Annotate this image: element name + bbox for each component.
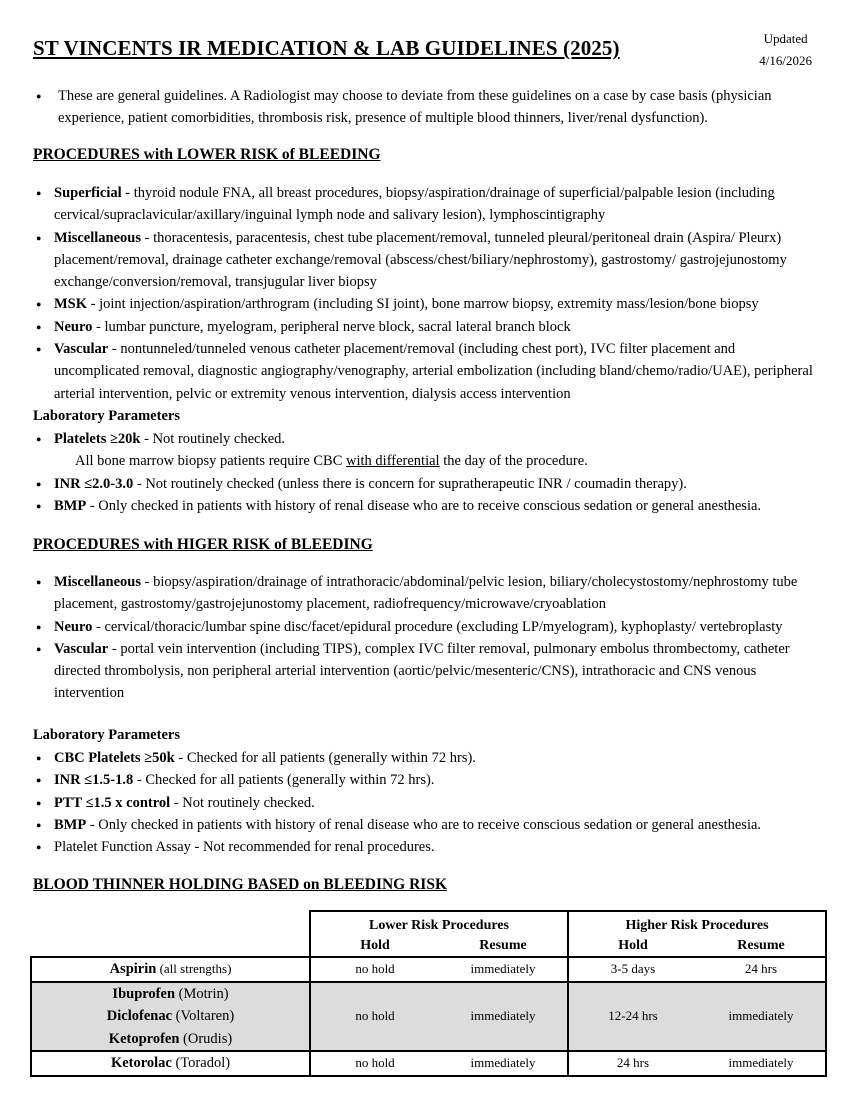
higher-lab-list bbox=[33, 747, 823, 858]
low-resume-cell: immediately bbox=[439, 957, 568, 982]
list-item: ● Miscellaneous - biopsy/aspiration/drainage of intrathoracic/abdominal/pelvic lesion, biliary/cholecystostomy/nephrostomy tube placement, gastrostomy/gastrojejunostomy placement, radiofrequency/microwave/cryoablation bbox=[33, 571, 823, 616]
lower-lab-list bbox=[33, 428, 823, 517]
high-resume-cell: immediately bbox=[697, 1051, 826, 1076]
intro-text: ● These are general guidelines. A Radiologist may choose to deviate from these guidelines on a case by case basis (physician experience, patient comorbidities, thrombosis risk, presence of multiple blood thinners, liver/renal dysfunction). bbox=[33, 85, 823, 130]
page-title: ST VINCENTS IR MEDICATION & LAB GUIDELINES (2025) bbox=[33, 36, 620, 60]
list-item: ● INR ≤1.5-1.8 - Checked for all patients (generally within 72 hrs). bbox=[33, 769, 823, 791]
blood-thinner-table bbox=[30, 910, 827, 1077]
list-item: ● Neuro - lumbar puncture, myelogram, peripheral nerve block, sacral lateral branch block bbox=[33, 316, 823, 338]
lower-risk-heading: PROCEDURES with LOWER RISK of BLEEDING bbox=[33, 146, 381, 163]
low-hold-cell: no hold bbox=[310, 957, 439, 982]
updated-label: Updated bbox=[763, 31, 808, 46]
list-item: ● Vascular - portal vein intervention (including TIPS), complex IVC filter removal, pulmonary embolus thrombectomy, catheter directed thrombolysis, non peripheral arterial intervention (aortic/pelvic/mesenteric/CNS), intrathoracic and CNS venous intervention bbox=[33, 638, 823, 705]
group-lower-risk: Lower Risk Procedures bbox=[310, 911, 568, 935]
list-item: ● PTT ≤1.5 x control - Not routinely checked. bbox=[33, 792, 823, 814]
low-hold-cell: no hold bbox=[310, 982, 439, 1052]
list-item: ● BMP - Only checked in patients with history of renal disease who are to receive conscious sedation or general anesthesia. bbox=[33, 495, 823, 517]
list-item: ● Miscellaneous - thoracentesis, paracentesis, chest tube placement/removal, tunneled pleural/peritoneal drain (Aspira/ Pleurx) placement/removal, drainage catheter exchange/removal (abscess/chest/biliary/nephrostomy), gastrostomy/ gastrojejunostomy exchange/conversion/removal, transjugular liver biopsy bbox=[33, 227, 823, 294]
low-resume-cell: immediately bbox=[439, 1051, 568, 1076]
high-resume-cell: 24 hrs bbox=[697, 957, 826, 982]
lower-risk-list bbox=[33, 182, 823, 405]
high-hold-cell: 12-24 hrs bbox=[568, 982, 697, 1052]
table-row bbox=[31, 1051, 826, 1076]
list-item: ● Neuro - cervical/thoracic/lumbar spine disc/facet/epidural procedure (excluding LP/myelogram), kyphoplasty/ vertebroplasty bbox=[33, 616, 823, 638]
high-hold-cell: 3-5 days bbox=[568, 957, 697, 982]
list-item: ● Platelet Function Assay - Not recommended for renal procedures. bbox=[33, 836, 823, 858]
list-item: ● BMP - Only checked in patients with history of renal disease who are to receive conscious sedation or general anesthesia. bbox=[33, 814, 823, 836]
list-item: ● Superficial - thyroid nodule FNA, all breast procedures, biopsy/aspiration/drainage of superficial/palpable lesion (including cervical/supraclavicular/axillary/inguinal lymph node and salivary lesion), lymphoscintigraphy bbox=[33, 182, 823, 227]
list-item: ● Vascular - nontunneled/tunneled venous catheter placement/removal (including chest port), IVC filter placement and uncomplicated removal, diagnostic angiography/venography, arterial embolization (including bland/chemo/radio/UAE), peripheral arterial intervention, pelvic or extremity venous intervention, dialysis access intervention bbox=[33, 338, 823, 405]
low-hold-header: Hold bbox=[310, 935, 439, 957]
higher-risk-heading: PROCEDURES with HIGER RISK of BLEEDING bbox=[33, 536, 373, 553]
higher-risk-list bbox=[33, 571, 823, 705]
list-item: ● INR ≤2.0-3.0 - Not routinely checked (unless there is concern for supratherapeutic INR / coumadin therapy). bbox=[33, 473, 823, 495]
low-hold-cell: no hold bbox=[310, 1051, 439, 1076]
low-resume-cell: immediately bbox=[439, 982, 568, 1052]
drug-cell: Aspirin (all strengths) bbox=[31, 957, 310, 982]
high-resume-header: Resume bbox=[697, 935, 826, 957]
lower-lab-heading: Laboratory Parameters bbox=[33, 408, 180, 424]
updated-date: 4/16/2026 bbox=[759, 53, 812, 68]
table-row bbox=[31, 982, 826, 1052]
list-item: ● Platelets ≥20k - Not routinely checked. All bone marrow biopsy patients require CBC with differential the day of the procedure. bbox=[33, 428, 823, 473]
table-group-header bbox=[31, 911, 826, 935]
group-higher-risk: Higher Risk Procedures bbox=[568, 911, 826, 935]
drug-cell: Ketorolac (Toradol) bbox=[31, 1051, 310, 1076]
table-row bbox=[31, 957, 826, 982]
updated-block bbox=[759, 28, 812, 72]
thinners-heading: BLOOD THINNER HOLDING BASED on BLEEDING RISK bbox=[33, 876, 448, 893]
intro-list bbox=[33, 85, 823, 130]
high-hold-cell: 24 hrs bbox=[568, 1051, 697, 1076]
drug-cell: Ibuprofen (Motrin) Diclofenac (Voltaren) Ketoprofen (Orudis) bbox=[31, 982, 310, 1052]
platelets-note: All bone marrow biopsy patients require CBC with differential the day of the procedure. bbox=[75, 453, 588, 470]
high-resume-cell: immediately bbox=[697, 982, 826, 1052]
higher-lab-heading: Laboratory Parameters bbox=[33, 727, 180, 743]
list-item: ● MSK - joint injection/aspiration/arthrogram (including SI joint), bone marrow biopsy, extremity mass/lesion/bone biopsy bbox=[33, 293, 823, 315]
low-resume-header: Resume bbox=[439, 935, 568, 957]
high-hold-header: Hold bbox=[568, 935, 697, 957]
table-subheader bbox=[31, 935, 826, 957]
list-item: ● CBC Platelets ≥50k - Checked for all patients (generally within 72 hrs). bbox=[33, 747, 823, 769]
